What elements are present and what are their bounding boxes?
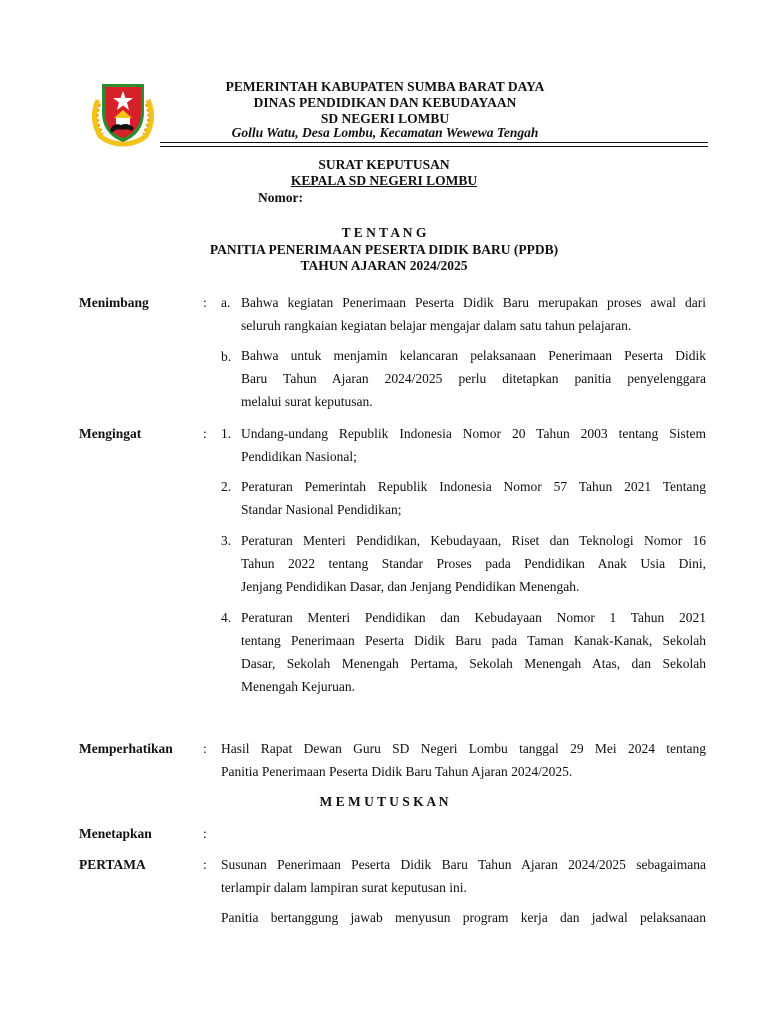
text-line: terlampir dalam lampiran surat keputusan ini. xyxy=(221,880,467,895)
pertama-continuation xyxy=(221,906,706,929)
memutuskan-heading: M E M U T U S K A N xyxy=(319,794,449,809)
mengingat-3-mark: 3. xyxy=(221,533,232,548)
title-line-1: SURAT KEPUTUSAN xyxy=(318,157,450,172)
mengingat-1-mark: 1. xyxy=(221,426,232,441)
pertama-text xyxy=(221,853,706,899)
tentang-heading: T E N T A N G xyxy=(341,225,427,240)
mengingat-4-text xyxy=(241,606,706,698)
text-line: Pendidikan Nasional; xyxy=(241,449,357,464)
text-line: Menengah Kejuruan. xyxy=(241,679,355,694)
nomor-label: Nomor: xyxy=(258,190,303,205)
text-line: Undang-undang Republik Indonesia Nomor 20 Tahun 2003 tentang Sistem xyxy=(241,426,706,441)
text-line: Panitia Penerimaan Peserta Didik Baru Tahun Ajaran 2024/2025. xyxy=(221,764,573,779)
text-line: Tahun 2022 tentang Standar Proses pada Pendidikan Anak Usia Dini, xyxy=(241,556,706,571)
mengingat-2-text xyxy=(241,475,706,521)
text-line: Hasil Rapat Dewan Guru SD Negeri Lombu tanggal 29 Mei 2024 tentang xyxy=(221,741,706,756)
title-line-2-text: KEPALA SD NEGERI LOMBU xyxy=(290,173,478,188)
text-line: Jenjang Pendidikan Dasar, dan Jenjang Pendidikan Menengah. xyxy=(241,579,580,594)
pertama-colon: : xyxy=(203,857,207,872)
text-line: melalui surat keputusan. xyxy=(241,394,373,409)
mengingat-label: Mengingat xyxy=(79,426,142,441)
text-line: Peraturan Pemerintah Republik Indonesia Nomor 57 Tahun 2021 Tentang xyxy=(241,479,706,494)
subject-line-2: TAHUN AJARAN 2024/2025 xyxy=(300,258,468,273)
title-line-2 xyxy=(0,173,768,189)
text-line: Susunan Penerimaan Peserta Didik Baru Tahun Ajaran 2024/2025 sebagaimana xyxy=(221,857,706,872)
mengingat-2-mark: 2. xyxy=(221,479,232,494)
regency-logo xyxy=(88,78,158,148)
text-line: Peraturan Menteri Pendidikan dan Kebudayaan Nomor 1 Tahun 2021 xyxy=(241,610,706,625)
header-line-1: PEMERINTAH KABUPATEN SUMBA BARAT DAYA xyxy=(225,79,545,94)
mengingat-1-text xyxy=(241,422,706,468)
text-line: seluruh rangkaian kegiatan belajar mengajar dalam satu tahun pelajaran. xyxy=(241,318,632,333)
text-line: Bahwa untuk menjamin kelancaran pelaksanaan Penerimaan Peserta Didik xyxy=(241,348,706,363)
menimbang-b-text xyxy=(241,344,706,413)
memperhatikan-label: Memperhatikan xyxy=(79,741,173,756)
text-line: tentang Penerimaan Peserta Didik Baru pada Taman Kanak-Kanak, Sekolah xyxy=(241,633,706,648)
menimbang-b-mark: b. xyxy=(221,349,232,364)
menetapkan-label: Menetapkan xyxy=(79,826,152,841)
text-line: Baru Tahun Ajaran 2024/2025 perlu ditetapkan panitia penyelenggara xyxy=(241,371,706,386)
text-line: Bahwa kegiatan Penerimaan Peserta Didik Baru merupakan proses awal dari xyxy=(241,295,706,310)
mengingat-colon: : xyxy=(203,426,207,441)
menimbang-colon: : xyxy=(203,295,207,310)
menetapkan-colon: : xyxy=(203,826,207,841)
header-rule-thick xyxy=(160,142,708,143)
mengingat-4-mark: 4. xyxy=(221,610,232,625)
memperhatikan-colon: : xyxy=(203,741,207,756)
header-address: Gollu Watu, Desa Lombu, Kecamatan Wewewa Tengah xyxy=(231,125,539,140)
header-line-3: SD NEGERI LOMBU xyxy=(320,111,450,126)
menimbang-label: Menimbang xyxy=(79,295,149,310)
menimbang-a-mark: a. xyxy=(221,295,231,310)
text-line: Dasar, Sekolah Menengah Pertama, Sekolah Menengah Atas, dan Sekolah xyxy=(241,656,706,671)
pertama-label: PERTAMA xyxy=(79,857,146,872)
subject-line-1: PANITIA PENERIMAAN PESERTA DIDIK BARU (PPDB) xyxy=(209,242,559,257)
menimbang-a-text xyxy=(241,291,706,337)
text-line: Peraturan Menteri Pendidikan, Kebudayaan, Riset dan Teknologi Nomor 16 xyxy=(241,533,706,548)
mengingat-3-text xyxy=(241,529,706,598)
text-line: Panitia bertanggung jawab menyusun program kerja dan jadwal pelaksanaan xyxy=(221,910,706,925)
header-line-2: DINAS PENDIDIKAN DAN KEBUDAYAAN xyxy=(253,95,517,110)
memperhatikan-text xyxy=(221,737,706,783)
regency-coat-of-arms-icon xyxy=(88,78,158,148)
text-line: Standar Nasional Pendidikan; xyxy=(241,502,402,517)
header-rule-thin xyxy=(160,146,708,147)
